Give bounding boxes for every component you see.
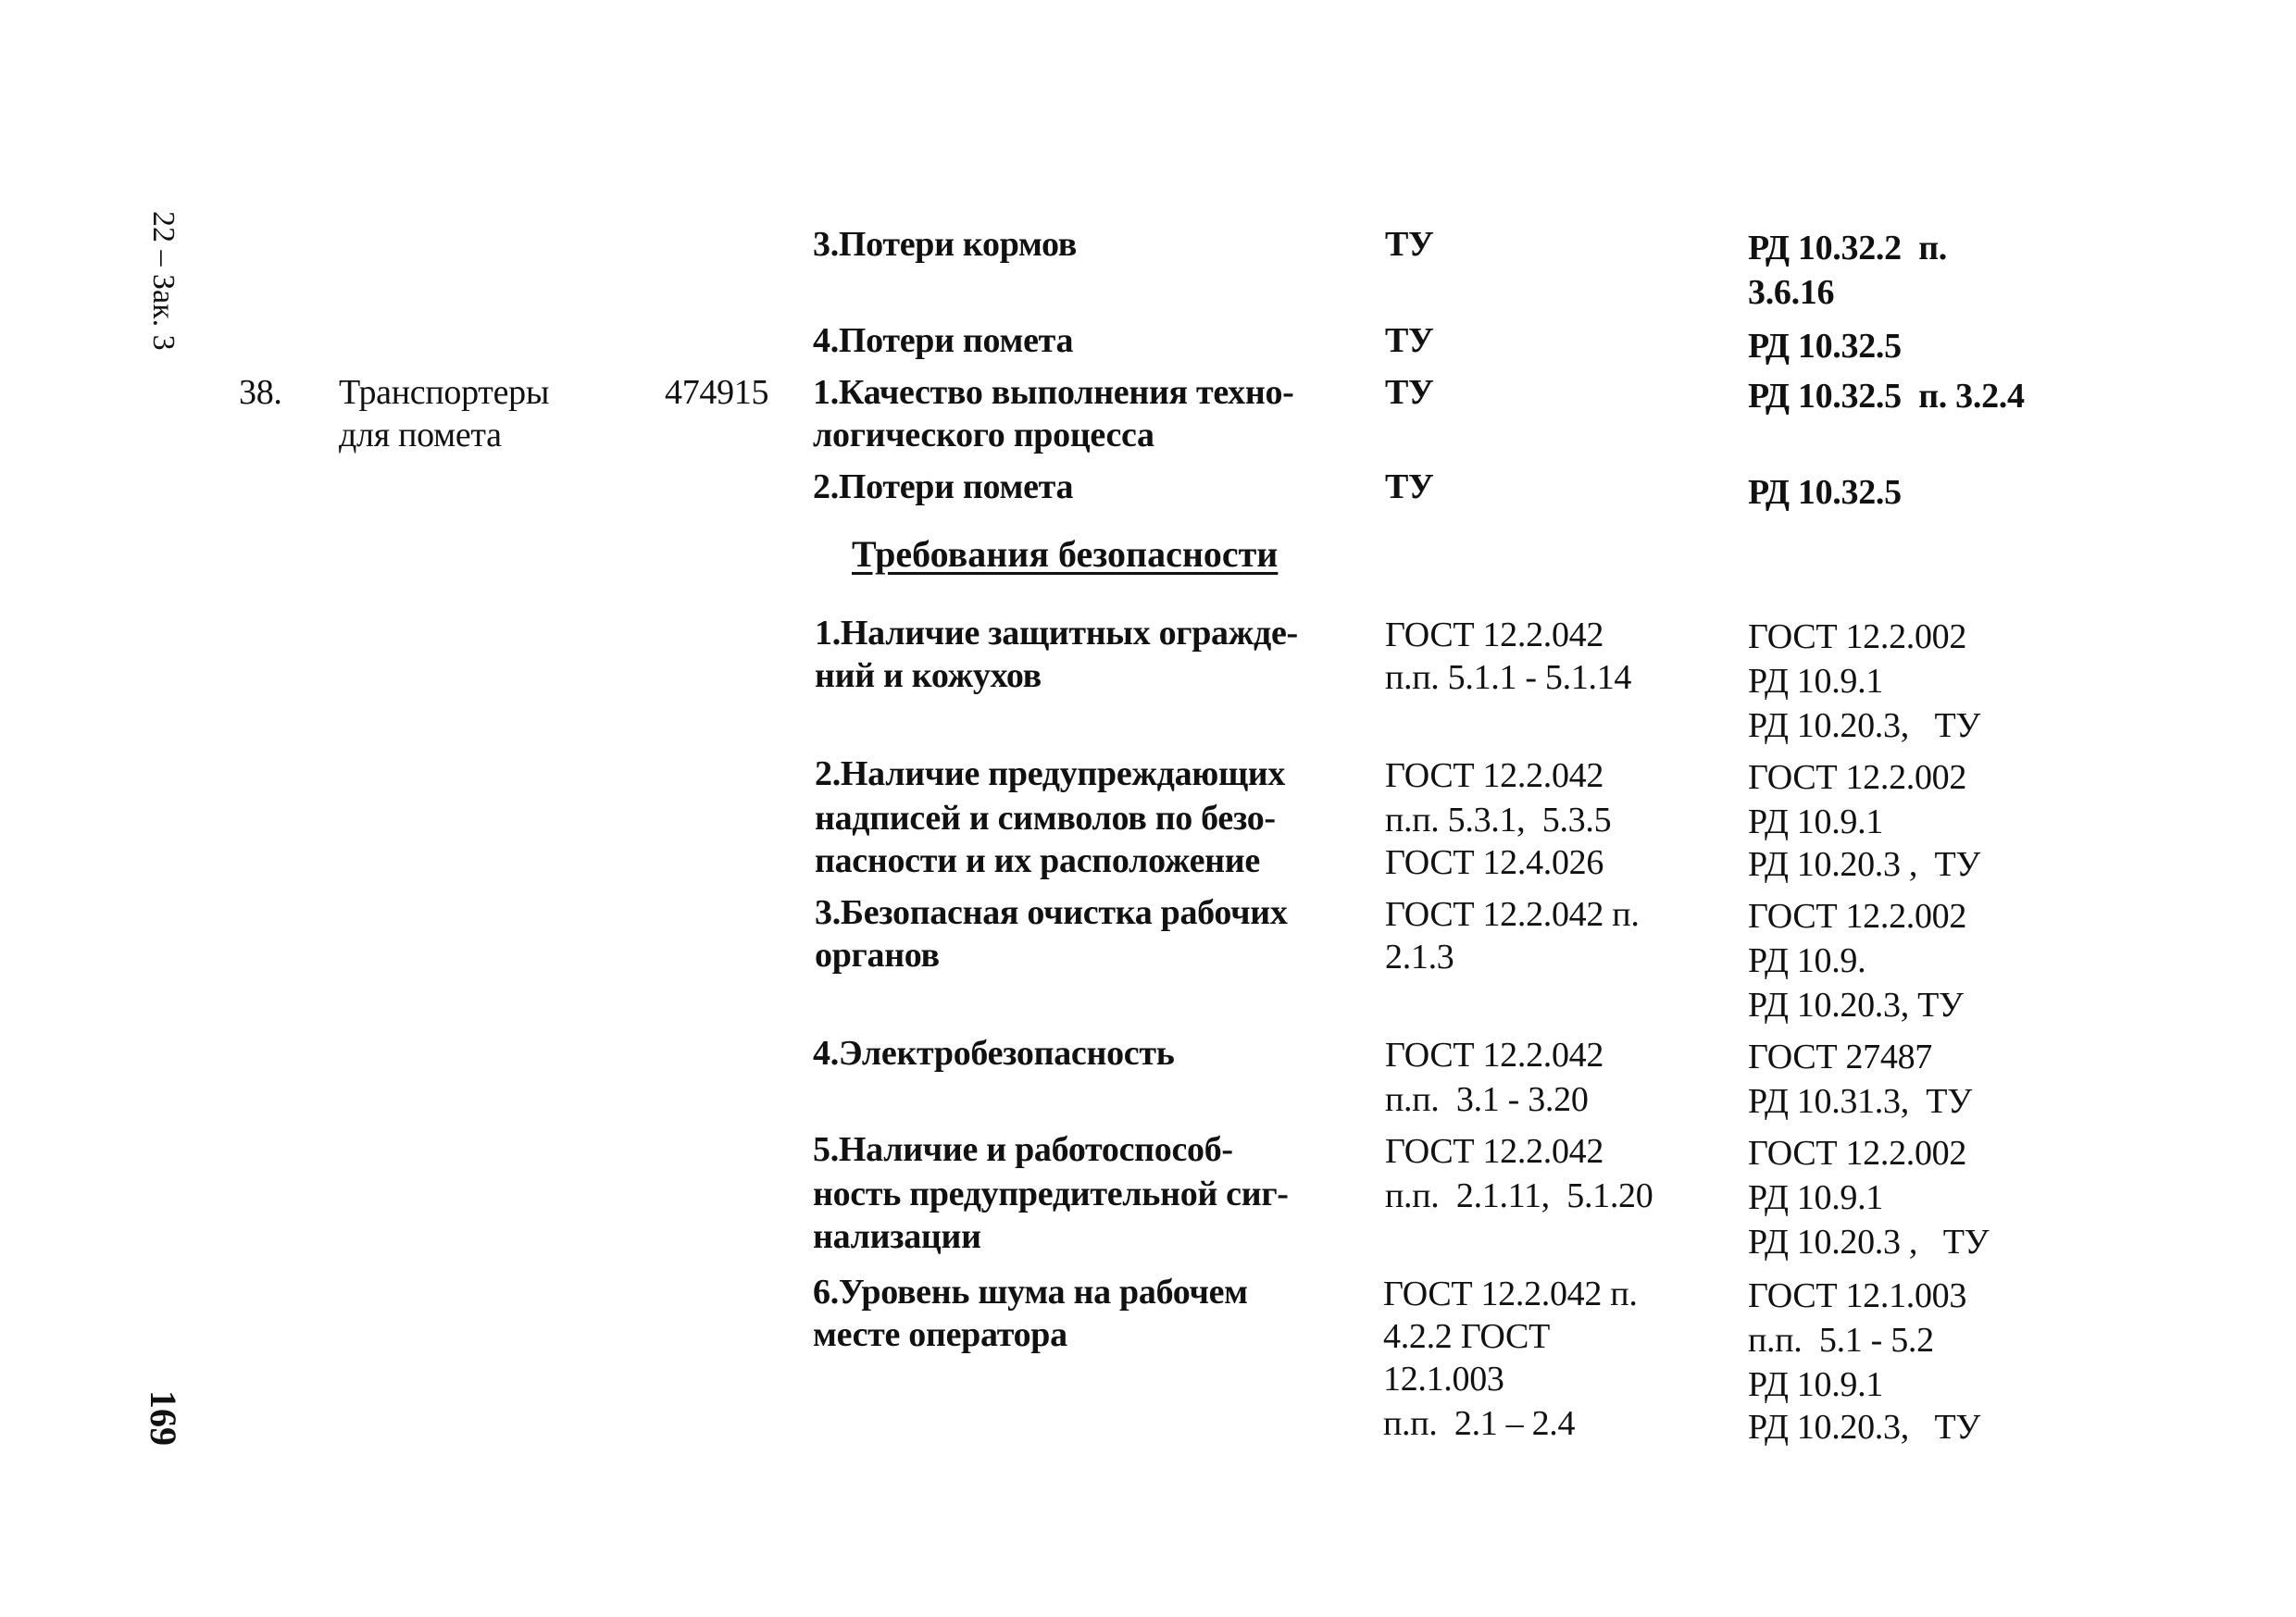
method-cell: ГОСТ 12.2.042 xyxy=(1385,616,1604,654)
param-cell: логического процесса xyxy=(813,416,1154,454)
param-cell: 1.Качество выполнения техно- xyxy=(813,373,1294,412)
doc-cell: п.п. 5.1 - 5.2 xyxy=(1748,1321,1934,1360)
method-cell: ГОСТ 12.2.042 xyxy=(1385,756,1604,795)
doc-cell: РД 10.20.3 , ТУ xyxy=(1748,1223,1990,1262)
machine-code: 474915 xyxy=(665,373,769,412)
method-cell: п.п. 5.3.1, 5.3.5 xyxy=(1385,801,1612,840)
doc-cell: 3.6.16 xyxy=(1748,273,1835,312)
doc-cell: РД 10.32.5 xyxy=(1748,473,1902,512)
doc-cell: РД 10.9.1 xyxy=(1748,662,1883,701)
doc-cell: РД 10.32.2 п. xyxy=(1748,229,1947,267)
method-cell: ТУ xyxy=(1385,225,1434,264)
doc-cell: РД 10.9.1 xyxy=(1748,802,1883,841)
method-cell: ГОСТ 12.4.026 xyxy=(1385,843,1604,882)
doc-cell: ГОСТ 12.2.002 xyxy=(1748,897,1967,936)
method-cell: ГОСТ 12.2.042 п. xyxy=(1383,1275,1638,1313)
method-cell: ТУ xyxy=(1385,321,1434,360)
method-cell: п.п. 3.1 - 3.20 xyxy=(1385,1080,1589,1119)
doc-cell: РД 10.9.1 xyxy=(1748,1178,1883,1217)
param-cell: 2.Наличие предупреждающих xyxy=(815,754,1286,793)
doc-cell: ГОСТ 12.1.003 xyxy=(1748,1276,1967,1315)
doc-cell: ГОСТ 12.2.002 xyxy=(1748,1134,1967,1173)
doc-cell: РД 10.9.1 xyxy=(1748,1365,1883,1404)
method-cell: 12.1.003 xyxy=(1383,1360,1504,1399)
method-cell: ТУ xyxy=(1385,373,1434,412)
doc-cell: РД 10.20.3, ТУ xyxy=(1748,706,1981,745)
param-cell: ний и кожухов xyxy=(815,656,1042,695)
method-cell: ГОСТ 12.2.042 п. xyxy=(1385,895,1640,934)
row-number: 38. xyxy=(239,373,282,412)
param-cell: 3.Безопасная очистка рабочих xyxy=(815,893,1288,932)
doc-cell: РД 10.20.3, ТУ xyxy=(1748,1408,1981,1447)
param-cell: 6.Уровень шума на рабочем xyxy=(813,1273,1248,1312)
param-cell: 5.Наличие и работоспособ- xyxy=(813,1130,1233,1169)
param-cell: ность предупредительной сиг- xyxy=(813,1175,1289,1213)
param-cell: органов xyxy=(815,936,940,975)
method-cell: ГОСТ 12.2.042 xyxy=(1385,1036,1604,1075)
param-cell: пасности и их расположение xyxy=(815,841,1260,880)
method-cell: 4.2.2 ГОСТ xyxy=(1383,1317,1550,1356)
doc-cell: ГОСТ 27487 xyxy=(1748,1038,1932,1076)
doc-cell: ГОСТ 12.2.002 xyxy=(1748,758,1967,797)
method-cell: п.п. 2.1 – 2.4 xyxy=(1383,1404,1576,1443)
machine-name-line1: Транспортеры xyxy=(339,373,550,412)
doc-cell: ГОСТ 12.2.002 xyxy=(1748,617,1967,656)
param-cell: 1.Наличие защитных огражде- xyxy=(815,614,1298,653)
doc-cell: РД 10.31.3, ТУ xyxy=(1748,1082,1972,1121)
machine-name-line2: для помета xyxy=(339,416,502,454)
method-cell: п.п. 2.1.11, 5.1.20 xyxy=(1385,1176,1653,1215)
param-cell: месте оператора xyxy=(813,1315,1067,1354)
param-cell: 4.Электробезопасность xyxy=(813,1034,1175,1073)
method-cell: п.п. 5.1.1 - 5.1.14 xyxy=(1385,658,1632,697)
doc-cell: РД 10.20.3 , ТУ xyxy=(1748,845,1981,884)
margin-header: 22 – Зак. 3 xyxy=(146,211,181,351)
section-heading: Требования безопасности xyxy=(852,533,1279,575)
param-cell: 4.Потери помета xyxy=(813,321,1074,360)
doc-cell: РД 10.9. xyxy=(1748,941,1866,980)
page-number: 169 xyxy=(143,1390,184,1446)
method-cell: ГОСТ 12.2.042 xyxy=(1385,1132,1604,1171)
doc-cell: РД 10.32.5 xyxy=(1748,327,1902,366)
method-cell: ТУ xyxy=(1385,467,1434,506)
param-cell: 3.Потери кормов xyxy=(813,225,1078,264)
param-cell: нализации xyxy=(813,1217,981,1256)
param-cell: надписей и символов по безо- xyxy=(815,799,1276,838)
doc-cell: РД 10.20.3, ТУ xyxy=(1748,986,1964,1025)
doc-cell: РД 10.32.5 п. 3.2.4 xyxy=(1748,377,2025,416)
param-cell: 2.Потери помета xyxy=(813,467,1074,506)
method-cell: 2.1.3 xyxy=(1385,938,1454,976)
